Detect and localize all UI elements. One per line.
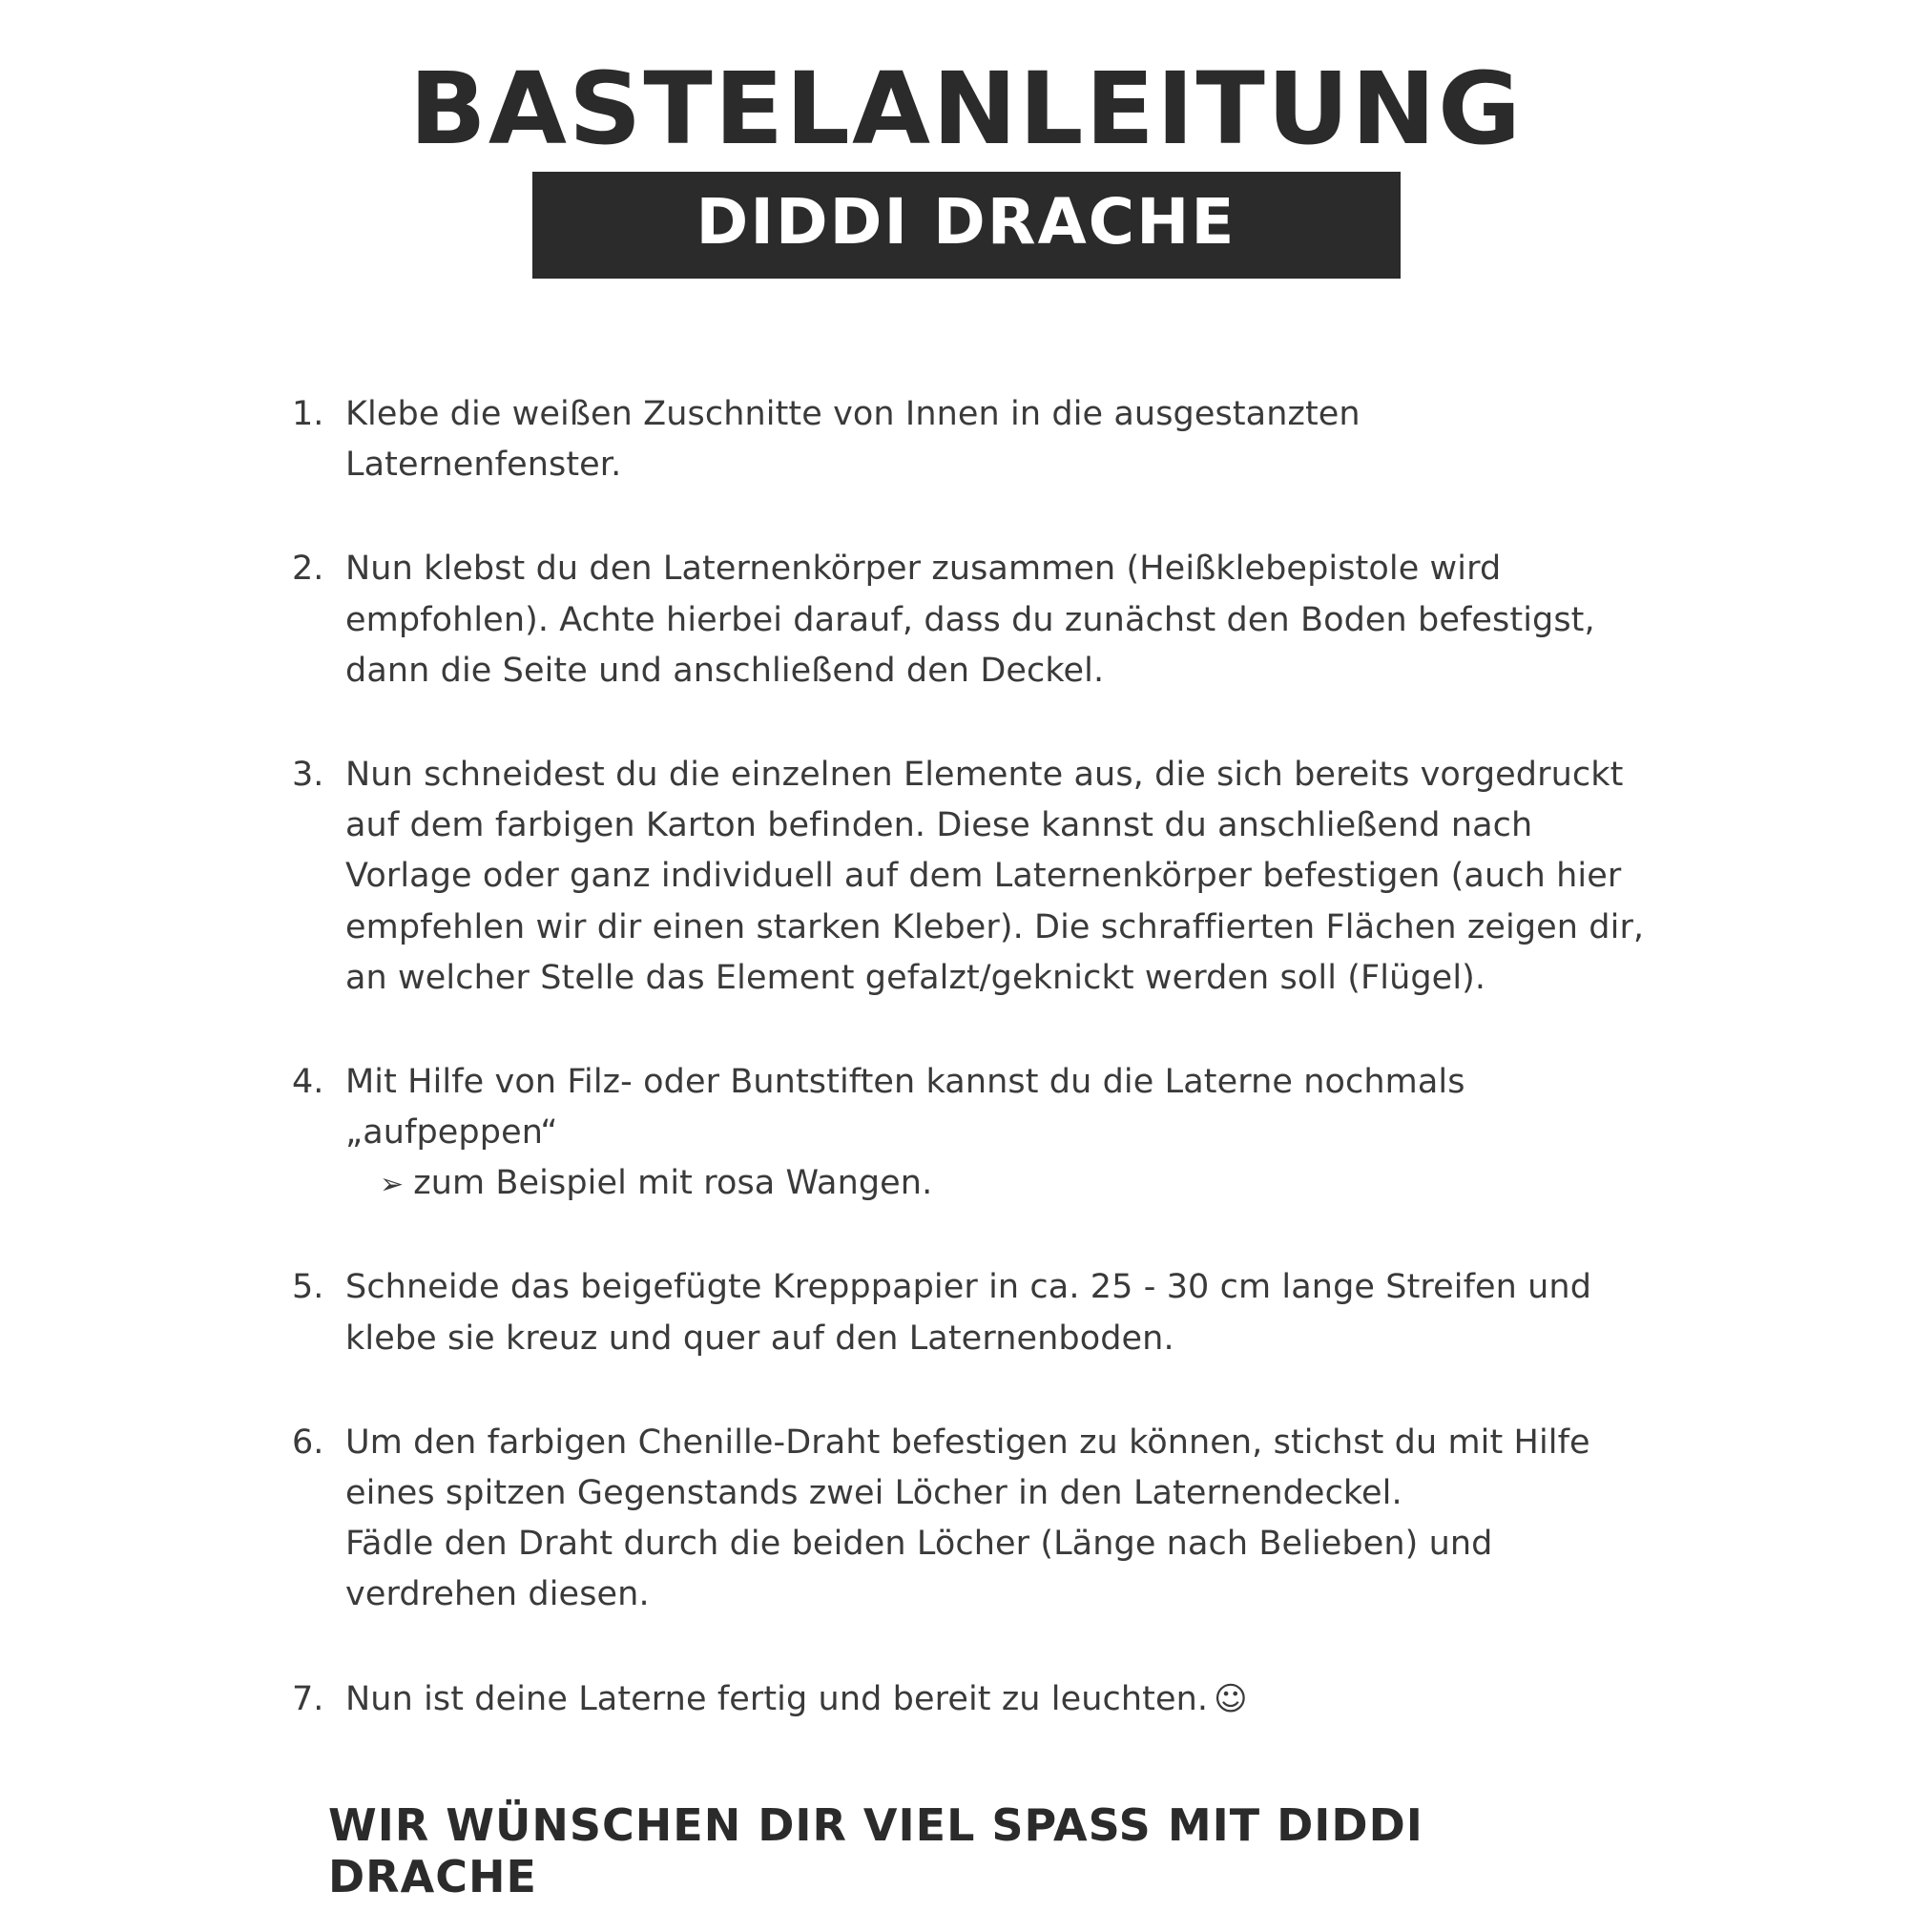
step-text-block <box>345 1057 1646 1210</box>
step-text: Um den farbigen Chenille-Draht befestigen zu können, stichst du mit Hilfe eines spitzen Gegenstands zwei Löcher in den Laternendeckel. <box>345 1423 1590 1512</box>
step-text: Klebe die weißen Zuschnitte von Innen in die ausgestanzten Laternenfenster. <box>345 395 1361 485</box>
step-text-block <box>345 1418 1646 1621</box>
step-text-block <box>345 1674 1646 1725</box>
step-number: 1. <box>292 395 324 433</box>
step-subline <box>380 1158 1646 1209</box>
steps-list <box>286 389 1646 1725</box>
list-item <box>286 389 1646 490</box>
subtitle-banner-wrap <box>286 172 1646 279</box>
step-text: Schneide das beigefügte Krepppapier in ca. 25 - 30 cm lange Streifen und klebe sie kreuz und quer auf den Laternenboden. <box>345 1268 1592 1358</box>
step-text: Nun ist deine Laterne fertig und bereit zu leuchten. <box>345 1679 1209 1718</box>
list-item <box>286 1418 1646 1621</box>
footer-message: WIR WÜNSCHEN DIR VIEL SPASS MIT DIDDI DRACHE <box>328 1798 1423 1902</box>
step-number: 2. <box>292 550 324 589</box>
step-text: Mit Hilfe von Filz- oder Buntstiften kannst du die Laterne nochmals „aufpeppen“ <box>345 1062 1465 1153</box>
step-number: 6. <box>292 1423 324 1462</box>
page-subtitle: DIDDI DRACHE <box>532 172 1401 279</box>
step-subline <box>345 1519 1646 1620</box>
arrow-bullet-icon: ➢ <box>380 1168 405 1202</box>
step-subtext: Fädle den Draht durch die beiden Löcher (Länge nach Belieben) und verdrehen diesen. <box>345 1525 1493 1614</box>
document-header <box>286 51 1646 279</box>
step-subtext: zum Beispiel mit rosa Wangen. <box>413 1164 933 1203</box>
step-number: 4. <box>292 1062 324 1101</box>
step-text: Nun klebst du den Laternenkörper zusammen (Heißklebepistole wird empfohlen). Achte hierbei darauf, dass du zunächst den Boden befestigst, dann die Seite und anschließend den Deckel. <box>345 550 1595 690</box>
smiley-icon: ☺ <box>1214 1679 1248 1718</box>
list-item <box>286 544 1646 696</box>
list-item <box>286 1674 1646 1725</box>
list-item <box>286 750 1646 1004</box>
list-item <box>286 1262 1646 1363</box>
list-item <box>286 1057 1646 1210</box>
step-number: 5. <box>292 1268 324 1307</box>
step-number: 3. <box>292 755 324 794</box>
page-title: BASTELANLEITUNG <box>408 51 1524 167</box>
step-text: Nun schneidest du die einzelnen Elemente aus, die sich bereits vorgedruckt auf dem farbigen Karton befinden. Diese kannst du anschließend nach Vorlage oder ganz individuell auf dem Laternenkörper befestigen (auch hier empfehlen wir dir einen starken Kleber). Die schraffierten Flächen zeigen dir, an welcher Stelle das Element gefalzt/geknickt werden soll (Flügel). <box>345 755 1645 997</box>
step-number: 7. <box>292 1679 324 1718</box>
